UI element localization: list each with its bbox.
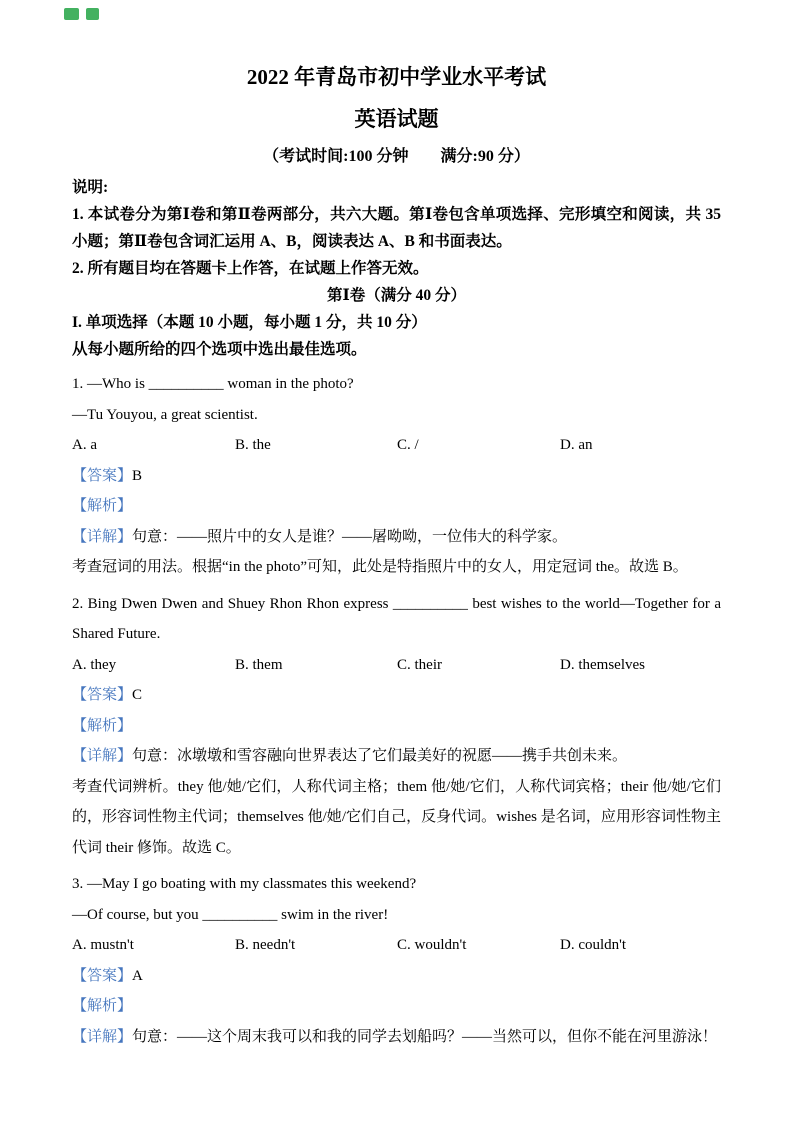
answer-value: A xyxy=(132,967,143,984)
page-title: 2022 年青岛市初中学业水平考试 xyxy=(246,65,547,89)
option-b: B. the xyxy=(235,437,271,453)
explanation-text: 考查冠词的用法。根据“in the photo”可知，此处是特指照片中的女人，用定冠词 the。故选 B。 xyxy=(72,559,688,575)
answer-label: 【答案】 xyxy=(72,967,133,984)
instructions-block xyxy=(72,174,721,363)
green-mark-icon xyxy=(64,8,79,20)
exam-info: （考试时间:100 分钟 满分:90 分） xyxy=(263,148,530,165)
question-stem: —Tu Youyou, a great scientist. xyxy=(72,406,258,423)
option-a: A. mustn't xyxy=(72,937,134,953)
analysis-label: 【解析】 xyxy=(72,998,133,1014)
option-c: C. / xyxy=(397,437,419,453)
question-stem: 3. —May I go boating with my classmates this weekend? xyxy=(72,876,417,892)
option-b: B. needn't xyxy=(235,937,296,953)
option-c: C. their xyxy=(397,656,442,673)
detail-text: 句意：——这个周末我可以和我的同学去划船吗？——当然可以，但你不能在河里游泳！ xyxy=(132,1028,718,1045)
question-block-1 xyxy=(72,369,721,583)
detail-label: 【详解】 xyxy=(72,748,133,764)
answer-line xyxy=(72,461,721,492)
question-stem: —Of course, but you __________ swim in the river! xyxy=(72,906,389,923)
analysis-label: 【解析】 xyxy=(72,498,133,514)
answer-label: 【答案】 xyxy=(72,687,133,703)
analysis-line xyxy=(72,711,721,742)
detail-label: 【详解】 xyxy=(72,528,133,545)
detail-text: 句意：冰墩墩和雪容融向世界表达了它们最美好的祝愿——携手共创未来。 xyxy=(132,748,628,764)
option-a: A. they xyxy=(72,656,117,673)
green-mark-icon xyxy=(86,8,99,20)
answer-label: 【答案】 xyxy=(72,467,133,484)
answer-line xyxy=(72,961,721,992)
option-d: D. an xyxy=(560,437,593,453)
option-c: C. wouldn't xyxy=(397,937,467,953)
options-row xyxy=(72,650,721,681)
option-d: D. couldn't xyxy=(560,937,627,953)
option-a: A. a xyxy=(72,437,97,453)
analysis-line xyxy=(72,991,721,1022)
top-left-green-marks xyxy=(64,8,99,20)
detail-line xyxy=(72,522,721,553)
answer-value: B xyxy=(132,467,143,484)
options-row xyxy=(72,930,721,961)
detail-label: 【详解】 xyxy=(72,1028,133,1045)
answer-line xyxy=(72,680,721,711)
notes-label: 说明: xyxy=(72,179,109,196)
page-subtitle: 英语试题 xyxy=(354,107,439,131)
question-stem: 1. —Who is __________ woman in the photo? xyxy=(72,376,354,392)
answer-value: C xyxy=(132,687,143,703)
options-row xyxy=(72,430,721,461)
section-heading: I. 单项选择（本题 10 小题，每小题 1 分，共 10 分） xyxy=(72,314,427,331)
analysis-label: 【解析】 xyxy=(72,717,133,734)
detail-line xyxy=(72,1022,721,1053)
part-heading: 第Ⅰ卷（满分 40 分） xyxy=(326,287,466,304)
detail-text: 句意：——照片中的女人是谁？——屠呦呦，一位伟大的科学家。 xyxy=(132,528,568,545)
question-block-2 xyxy=(72,589,721,864)
option-b: B. them xyxy=(235,656,283,673)
option-d: D. themselves xyxy=(560,656,645,673)
analysis-line xyxy=(72,491,721,522)
note-2: 2. 所有题目均在答题卡上作答，在试题上作答无效。 xyxy=(72,260,429,277)
section-instruction: 从每小题所给的四个选项中选出最佳选项。 xyxy=(72,341,367,358)
question-stem: 2. Bing Dwen Dwen and Shuey Rhon Rhon express __________ best wishes to the world—Together for a Shared Future. xyxy=(72,595,721,642)
explanation-text: 考查代词辨析。they 他/她/它们，人称代词主格；them 他/她/它们，人称代词宾格；their 他/她/它们的，形容词性物主代词；themselves 他/她/它们自己，反身代词。wishes 是名词，应用形容词性物主代词 their 修饰。故选 C。 xyxy=(72,778,721,856)
note-1: 1. 本试卷分为第Ⅰ卷和第Ⅱ卷两部分，共六大题。第Ⅰ卷包含单项选择、完形填空和阅读，共 35 小题；第Ⅱ卷包含词汇运用 A、B，阅读表达 A、B 和书面表达。 xyxy=(72,206,721,250)
question-block-3 xyxy=(72,869,721,1052)
detail-line xyxy=(72,741,721,772)
